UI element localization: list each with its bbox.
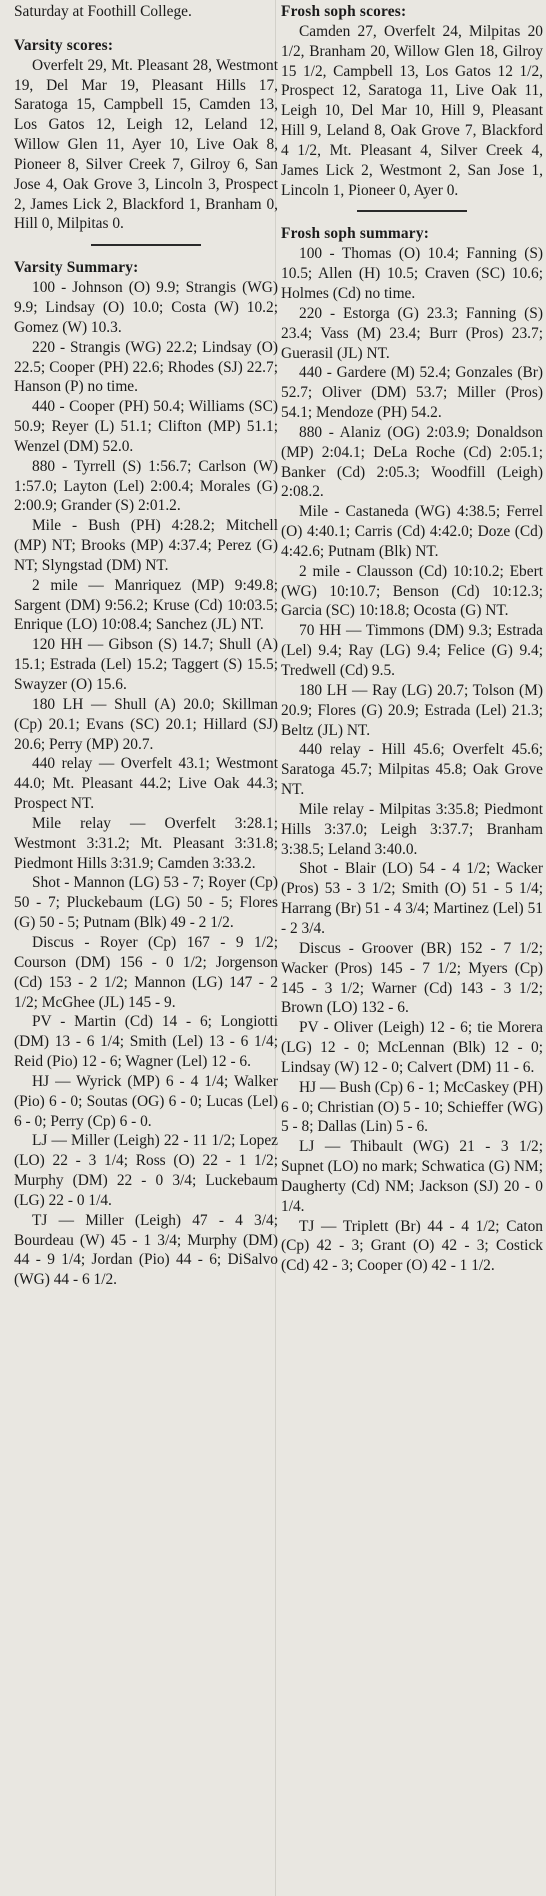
event-result: 220 - Estorga (G) 23.3; Fanning (S) 23.4; Vass (M) 23.4; Burr (Pros) 23.7; Guerasil (JL) NT. xyxy=(281,304,543,362)
left-column xyxy=(14,2,278,1290)
event-result: Discus - Royer (Cp) 167 - 9 1/2; Courson (DM) 156 - 0 1/2; Jorgenson (Cd) 153 - 2 1/2; Mannon (LG) 147 - 2 1/2; McGhee (JL) 145 - 9. xyxy=(14,933,278,1011)
event-result: 180 LH — Shull (A) 20.0; Skillman (Cp) 20.1; Evans (SC) 20.1; Hillard (SJ) 20.6; Perry (MP) 20.7. xyxy=(14,695,278,753)
event-result: TJ — Miller (Leigh) 47 - 4 3/4; Bourdeau (W) 45 - 1 3/4; Murphy (DM) 44 - 9 1/4; Jordan (Pio) 44 - 6; DiSalvo (WG) 44 - 6 1/2. xyxy=(14,1211,278,1289)
event-result: Shot - Blair (LO) 54 - 4 1/2; Wacker (Pros) 53 - 3 1/2; Smith (O) 51 - 5 1/4; Harrang (Br) 51 - 4 3/4; Martinez (Lel) 51 - 2 3/4. xyxy=(281,860,543,937)
event-result: PV - Martin (Cd) 14 - 6; Longiotti (DM) 13 - 6 1/4; Smith (Lel) 13 - 6 1/4; Reid (Pio) 12 - 6; Wagner (Lel) 12 - 6. xyxy=(14,1013,278,1071)
event-result: Mile relay - Milpitas 3:35.8; Piedmont Hills 3:37.0; Leigh 3:37.7; Branham 3:38.5; Leland 3:40.0. xyxy=(281,800,543,858)
event-result: 100 - Thomas (O) 10.4; Fanning (S) 10.5; Allen (H) 10.5; Craven (SC) 10.6; Holmes (Cd) no time. xyxy=(281,245,543,302)
event-result: 440 relay — Overfelt 43.1; Westmont 44.0; Mt. Pleasant 44.2; Live Oak 44.3; Prospect NT. xyxy=(14,755,278,813)
event-result: HJ — Wyrick (MP) 6 - 4 1/4; Walker (Pio) 6 - 0; Soutas (OG) 6 - 0; Lucas (Lel) 6 - 0; Perry (Cp) 6 - 0. xyxy=(14,1072,278,1130)
varsity-scores-heading: Varsity scores: xyxy=(14,36,114,54)
event-result: HJ — Bush (Cp) 6 - 1; McCaskey (PH) 6 - 0; Christian (O) 5 - 10; Schieffer (WG) 5 - 8; Dallas (Lin) 5 - 6. xyxy=(281,1078,543,1136)
event-result: 440 - Cooper (PH) 50.4; Williams (SC) 50.9; Reyer (L) 51.1; Clifton (MP) 51.1; Wenzel (DM) 52.0. xyxy=(14,398,278,455)
section-rule xyxy=(91,244,201,246)
frosh-scores-text: Camden 27, Overfelt 24, Milpitas 20 1/2, Branham 20, Willow Glen 18, Gilroy 15 1/2, Campbell 13, Los Gatos 12 1/2, Prospect 12, Saratoga 11, Live Oak 11, Leigh 10, Del Mar 10, Hill 9, Pleasant Hill 9, Leland 8, Oak Grove 7, Blackford 4 1/2, Mt. Pleasant 4, Silver Creek 4, James Lick 2, Westmont 2, San Jose 1, Lincoln 1, Pioneer 0, Ayer 0. xyxy=(281,22,543,199)
event-result: LJ — Miller (Leigh) 22 - 11 1/2; Lopez (LO) 22 - 3 1/4; Ross (O) 22 - 1 1/2; Murphy (DM) 22 - 0 3/4; Luckebaum (LG) 22 - 0 1/4. xyxy=(14,1132,278,1209)
varsity-scores-text: Overfelt 29, Mt. Pleasant 28, Westmont 19, Del Mar 19, Pleasant Hills 17, Saratoga 15, Campbell 15, Camden 13, Los Gatos 12, Leigh 12, Leland 12, Willow Glen 11, Ayer 10, Live Oak 8, Pioneer 8, Silver Creek 7, Gilroy 6, San Jose 4, Oak Grove 3, Lincoln 3, Prospect 2, James Lick 2, Blackford 1, Branham 0, Hill 0, Milpitas 0. xyxy=(14,56,278,233)
intro-line: Saturday at Foothill College. xyxy=(14,3,192,20)
section-rule xyxy=(357,210,467,212)
event-result: PV - Oliver (Leigh) 12 - 6; tie Morera (LG) 12 - 0; McLennan (Blk) 12 - 0; Lindsay (W) 12 - 0; Calvert (DM) 11 - 6. xyxy=(281,1019,543,1076)
event-result: 880 - Alaniz (OG) 2:03.9; Donaldson (MP) 2:04.1; DeLa Roche (Cd) 2:05.1; Banker (Cd) 2:05.3; Woodfill (Leigh) 2:08.2. xyxy=(281,423,543,501)
right-column xyxy=(281,2,543,1276)
event-result: Mile relay — Overfelt 3:28.1; Westmont 3:31.2; Mt. Pleasant 3:31.8; Piedmont Hills 3:31.9; Camden 3:33.2. xyxy=(14,814,278,872)
event-result: 70 HH — Timmons (DM) 9.3; Estrada (Lel) 9.4; Ray (LG) 9.4; Felice (G) 9.4; Tredwell (Cd) 9.5. xyxy=(281,622,543,679)
event-result: 100 - Johnson (O) 9.9; Strangis (WG) 9.9; Lindsay (O) 10.0; Costa (W) 10.2; Gomez (W) 10.3. xyxy=(14,279,278,336)
event-result: 180 LH — Ray (LG) 20.7; Tolson (M) 20.9; Flores (G) 20.9; Estrada (Lel) 21.3; Beltz (JL) NT. xyxy=(281,681,543,739)
event-result: 2 mile - Clausson (Cd) 10:10.2; Ebert (WG) 10:10.7; Benson (Cd) 10:12.3; Garcia (SC) 10:18.8; Ocosta (G) NT. xyxy=(281,562,543,620)
event-result: TJ — Triplett (Br) 44 - 4 1/2; Caton (Cp) 42 - 3; Grant (O) 42 - 3; Costick (Cd) 42 - 3; Cooper (O) 42 - 1 1/2. xyxy=(281,1217,543,1275)
frosh-scores-heading: Frosh soph scores: xyxy=(281,3,407,20)
event-result: 880 - Tyrrell (S) 1:56.7; Carlson (W) 1:57.0; Layton (Lel) 2:00.4; Morales (G) 2:00.9; Grander (S) 2:01.2. xyxy=(14,457,278,515)
event-result: 440 relay - Hill 45.6; Overfelt 45.6; Saratoga 45.7; Milpitas 45.8; Oak Grove NT. xyxy=(281,741,543,799)
event-result: Mile - Bush (PH) 4:28.2; Mitchell (MP) NT; Brooks (MP) 4:37.4; Perez (G) NT; Slyngstad (DM) NT. xyxy=(14,517,278,574)
frosh-summary-heading: Frosh soph summary: xyxy=(281,225,430,243)
event-result: LJ — Thibault (WG) 21 - 3 1/2; Supnet (LO) no mark; Schwatica (G) NM; Daugherty (Cd) NM; Jackson (SJ) 20 - 0 1/4. xyxy=(281,1138,543,1215)
varsity-summary-heading: Varsity Summary: xyxy=(14,259,139,277)
event-result: Shot - Mannon (LG) 53 - 7; Royer (Cp) 50 - 7; Pluckebaum (LG) 50 - 5; Flores (G) 50 - 5; Putnam (Blk) 49 - 2 1/2. xyxy=(14,874,278,932)
event-result: Discus - Groover (BR) 152 - 7 1/2; Wacker (Pros) 145 - 7 1/2; Myers (Cp) 145 - 3 1/2; Warner (Cd) 143 - 3 1/2; Brown (LO) 132 - 6. xyxy=(281,939,543,1017)
event-result: 2 mile — Manriquez (MP) 9:49.8; Sargent (DM) 9:56.2; Kruse (Cd) 10:03.5; Enrique (LO) 10:08.4; Sanchez (JL) NT. xyxy=(14,576,278,634)
event-result: 440 - Gardere (M) 52.4; Gonzales (Br) 52.7; Oliver (DM) 53.7; Miller (Pros) 54.1; Mendoze (PH) 54.2. xyxy=(281,364,543,422)
event-result: Mile - Castaneda (WG) 4:38.5; Ferrel (O) 4:40.1; Carris (Cd) 4:42.0; Doze (Cd) 4:42.6; Putnam (Blk) NT. xyxy=(281,503,543,560)
event-result: 220 - Strangis (WG) 22.2; Lindsay (O) 22.5; Cooper (PH) 22.6; Rhodes (SJ) 22.7; Hanson (P) no time. xyxy=(14,338,278,396)
event-result: 120 HH — Gibson (S) 14.7; Shull (A) 15.1; Estrada (Lel) 15.2; Taggert (S) 15.5; Swayzer (O) 15.6. xyxy=(14,636,278,693)
